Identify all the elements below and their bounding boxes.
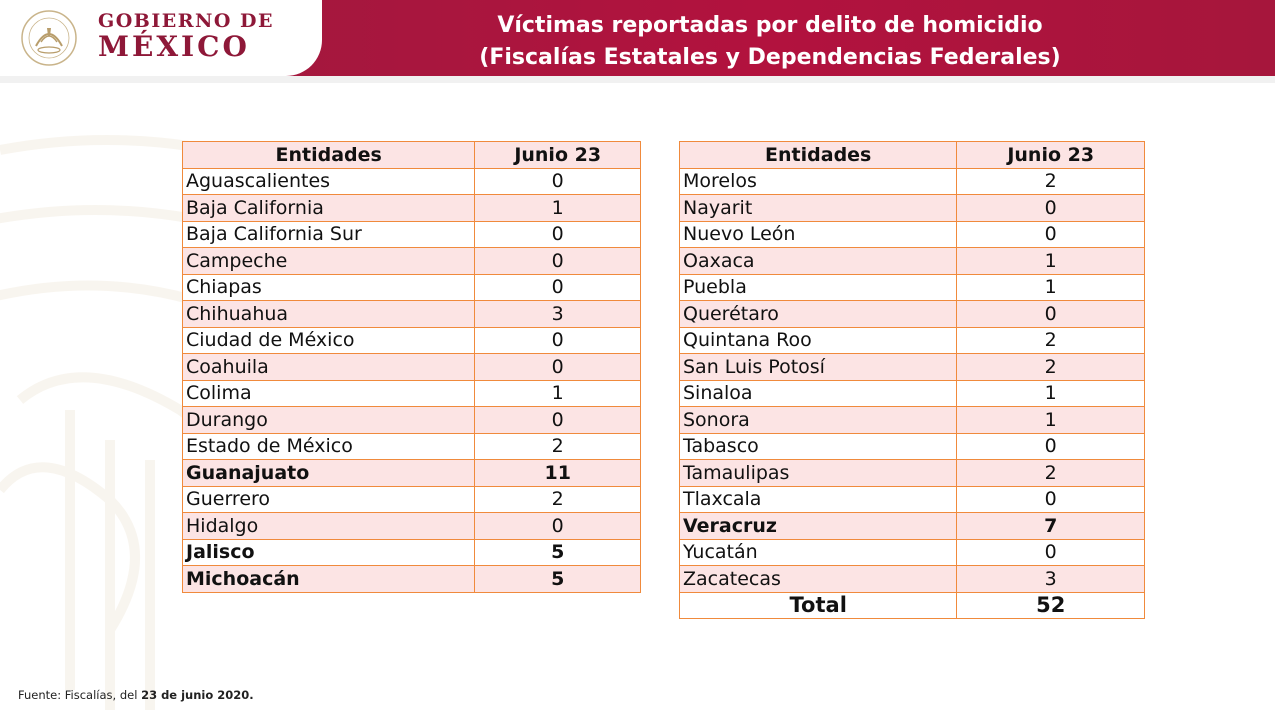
entity-name: Sonora [680, 407, 957, 434]
victim-count: 0 [957, 539, 1145, 566]
national-seal-icon [14, 8, 84, 68]
table-row [680, 407, 1145, 434]
entity-name: Morelos [680, 168, 957, 195]
victim-count: 2 [475, 486, 641, 513]
entity-name: Quintana Roo [680, 327, 957, 354]
table-row [183, 566, 641, 593]
victim-count: 0 [475, 513, 641, 540]
victim-count: 1 [475, 195, 641, 222]
table-row [680, 327, 1145, 354]
entity-name: Zacatecas [680, 566, 957, 593]
entity-name: Guerrero [183, 486, 475, 513]
victim-count: 0 [475, 274, 641, 301]
entity-name: Estado de México [183, 433, 475, 460]
victim-count: 0 [475, 168, 641, 195]
total-row [680, 592, 1145, 619]
table-header-row [183, 142, 641, 169]
victim-count: 5 [475, 539, 641, 566]
victim-count: 0 [475, 407, 641, 434]
column-header-date: Junio 23 [957, 142, 1145, 169]
table-row [183, 407, 641, 434]
header-divider [0, 76, 1275, 83]
victim-count: 0 [475, 221, 641, 248]
table-row [680, 513, 1145, 540]
victim-count: 1 [957, 407, 1145, 434]
entity-name: Puebla [680, 274, 957, 301]
victim-count: 3 [957, 566, 1145, 593]
entity-name: Nayarit [680, 195, 957, 222]
entity-name: Oaxaca [680, 248, 957, 275]
page-title [400, 10, 1140, 74]
entity-name: Baja California [183, 195, 475, 222]
source-footnote [18, 688, 254, 702]
entity-name: Tabasco [680, 433, 957, 460]
total-value: 52 [957, 592, 1145, 619]
victim-count: 1 [957, 248, 1145, 275]
footnote-prefix: Fuente: Fiscalías, del [18, 688, 142, 702]
victim-count: 0 [957, 433, 1145, 460]
table-row [183, 539, 641, 566]
victim-count: 0 [475, 354, 641, 381]
table-left [182, 141, 641, 593]
title-line-2: (Fiscalías Estatales y Dependencias Federales) [479, 45, 1061, 70]
table-row [680, 380, 1145, 407]
government-logo [0, 0, 322, 76]
entity-name: Aguascalientes [183, 168, 475, 195]
entity-name: Durango [183, 407, 475, 434]
table-row [680, 274, 1145, 301]
victim-count: 2 [957, 354, 1145, 381]
table-row [680, 248, 1145, 275]
victim-count: 2 [957, 460, 1145, 487]
entity-name: Colima [183, 380, 475, 407]
table-row [183, 513, 641, 540]
table-row [680, 354, 1145, 381]
entity-name: San Luis Potosí [680, 354, 957, 381]
table-row [183, 221, 641, 248]
brand-main-text: MÉXICO [98, 30, 250, 63]
victim-count: 0 [957, 195, 1145, 222]
table-row [183, 195, 641, 222]
table-row [183, 168, 641, 195]
entity-name: Guanajuato [183, 460, 475, 487]
table-row [183, 274, 641, 301]
total-label: Total [680, 592, 957, 619]
table-right [679, 141, 1145, 619]
column-header-entidades: Entidades [183, 142, 475, 169]
table-row [680, 433, 1145, 460]
table-row [680, 486, 1145, 513]
victim-count: 2 [957, 327, 1145, 354]
table-row [680, 221, 1145, 248]
table-row [680, 460, 1145, 487]
entity-name: Tlaxcala [680, 486, 957, 513]
table-row [183, 380, 641, 407]
table-row [183, 248, 641, 275]
victim-count: 1 [957, 274, 1145, 301]
entity-name: Baja California Sur [183, 221, 475, 248]
victim-count: 2 [475, 433, 641, 460]
victim-count: 0 [957, 486, 1145, 513]
victim-count: 11 [475, 460, 641, 487]
table-row [680, 168, 1145, 195]
victim-count: 0 [475, 327, 641, 354]
entity-name: Campeche [183, 248, 475, 275]
victim-count: 7 [957, 513, 1145, 540]
entity-name: Jalisco [183, 539, 475, 566]
footnote-date: 23 de junio [141, 688, 214, 702]
victim-count: 0 [957, 301, 1145, 328]
table-row [183, 327, 641, 354]
entity-name: Hidalgo [183, 513, 475, 540]
table-row [680, 566, 1145, 593]
entity-name: Querétaro [680, 301, 957, 328]
table-row [183, 433, 641, 460]
victim-count: 5 [475, 566, 641, 593]
entity-name: Veracruz [680, 513, 957, 540]
table-row [183, 354, 641, 381]
table-row [680, 301, 1145, 328]
table-header-row [680, 142, 1145, 169]
entity-name: Nuevo León [680, 221, 957, 248]
entity-name: Coahuila [183, 354, 475, 381]
table-row [680, 195, 1145, 222]
victim-count: 3 [475, 301, 641, 328]
entity-name: Yucatán [680, 539, 957, 566]
entity-name: Chihuahua [183, 301, 475, 328]
entity-name: Chiapas [183, 274, 475, 301]
entity-name: Sinaloa [680, 380, 957, 407]
victim-count: 1 [957, 380, 1145, 407]
victim-count: 0 [957, 221, 1145, 248]
column-header-date: Junio 23 [475, 142, 641, 169]
footnote-year: 2020. [213, 688, 254, 702]
entity-name: Michoacán [183, 566, 475, 593]
title-line-1: Víctimas reportadas por delito de homicidio [497, 13, 1043, 38]
brand-top-text: GOBIERNO DE [98, 10, 274, 32]
table-row [183, 486, 641, 513]
victim-count: 1 [475, 380, 641, 407]
column-header-entidades: Entidades [680, 142, 957, 169]
table-row [680, 539, 1145, 566]
victim-count: 0 [475, 248, 641, 275]
table-row [183, 301, 641, 328]
victim-count: 2 [957, 168, 1145, 195]
table-row [183, 460, 641, 487]
entity-name: Ciudad de México [183, 327, 475, 354]
entity-name: Tamaulipas [680, 460, 957, 487]
